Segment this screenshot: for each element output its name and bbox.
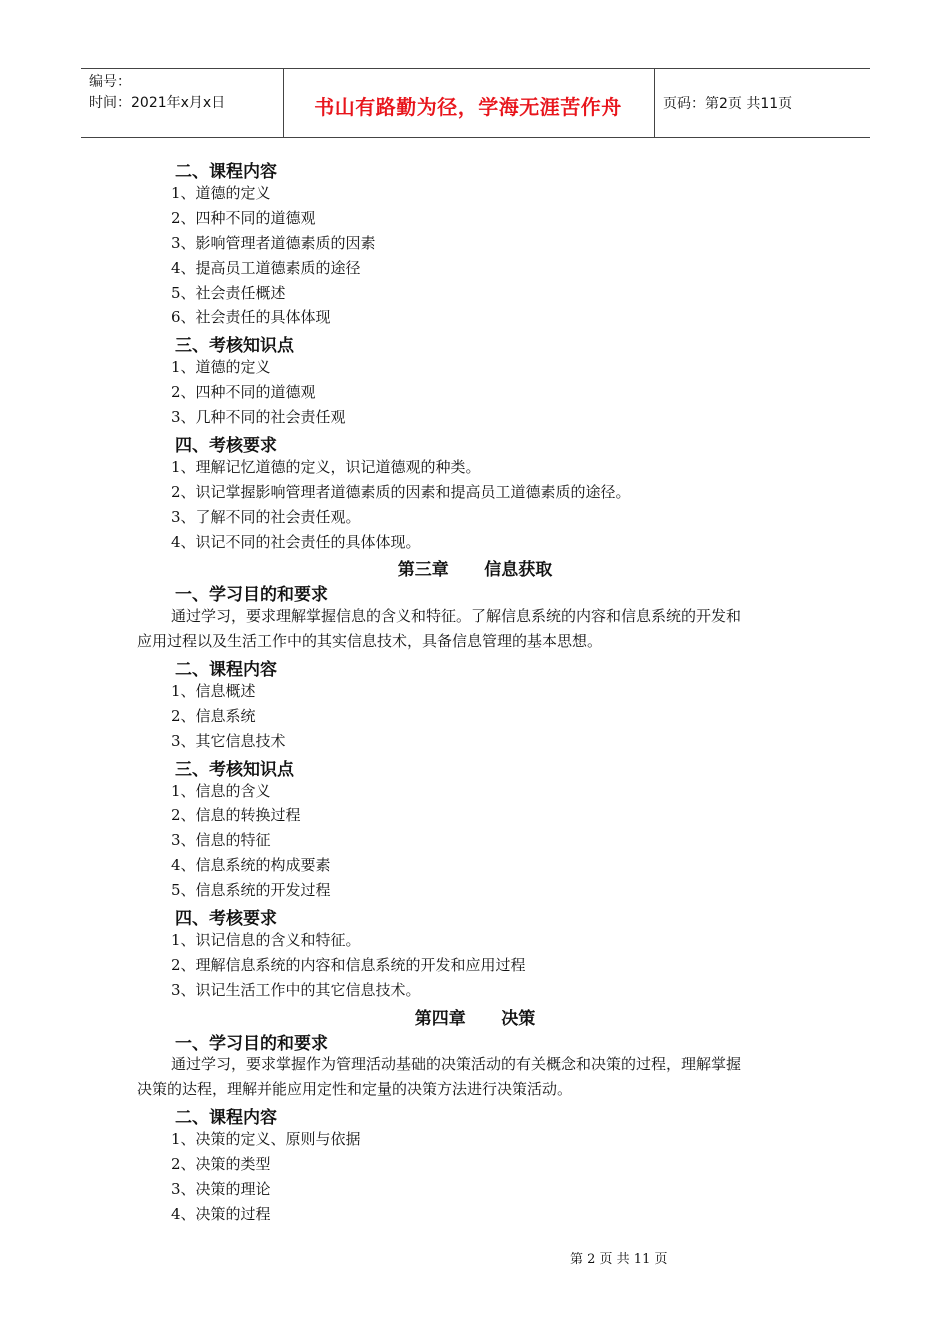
list-item: 2、信息系统 xyxy=(171,706,256,725)
list-item: 4、识记不同的社会责任的具体体现。 xyxy=(171,532,421,551)
section-heading: 四、考核要求 xyxy=(175,435,277,456)
list-item: 1、道德的定义 xyxy=(171,183,271,202)
list-item: 1、理解记忆道德的定义，识记道德观的种类。 xyxy=(171,457,481,476)
list-item: 1、信息概述 xyxy=(171,681,256,700)
list-item: 4、提高员工道德素质的途径 xyxy=(171,258,361,277)
list-item: 1、识记信息的含义和特征。 xyxy=(171,930,361,949)
section-heading: 一、学习目的和要求 xyxy=(175,1033,328,1054)
list-item: 5、社会责任概述 xyxy=(171,283,286,302)
section-heading: 四、考核要求 xyxy=(175,909,277,929)
paragraph-line: 应用过程以及生活工作中的其实信息技术，具备信息管理的基本思想。 xyxy=(137,632,603,651)
doc-date-label: 时间：2021年x月x日 xyxy=(89,95,226,111)
list-item: 3、影响管理者道德素质的因素 xyxy=(171,233,376,252)
page-header xyxy=(81,68,870,138)
section-heading: 三、考核知识点 xyxy=(175,336,294,357)
doc-number-label: 编号： xyxy=(89,74,131,90)
list-item: 1、决策的定义、原则与依据 xyxy=(171,1130,361,1149)
list-item: 2、信息的转换过程 xyxy=(171,806,301,825)
list-item: 3、几种不同的社会责任观 xyxy=(171,408,346,426)
list-item: 4、信息系统的构成要素 xyxy=(171,856,331,875)
list-item: 3、识记生活工作中的其它信息技术。 xyxy=(171,980,421,999)
header-page-info: 页码：第2页 共11页 xyxy=(663,96,793,112)
paragraph-line: 通过学习，要求掌握作为管理活动基础的决策活动的有关概念和决策的过程，理解掌握 xyxy=(171,1055,742,1074)
list-item: 4、决策的过程 xyxy=(171,1204,271,1223)
list-item: 3、了解不同的社会责任观。 xyxy=(171,507,361,526)
chapter-title: 第三章 信息获取 xyxy=(397,560,553,581)
list-item: 1、道德的定义 xyxy=(171,358,271,377)
section-heading: 三、考核知识点 xyxy=(175,759,294,780)
chapter-title: 第四章 决策 xyxy=(414,1008,536,1029)
list-item: 2、四种不同的道德观 xyxy=(171,383,316,402)
section-heading: 一、学习目的和要求 xyxy=(175,585,328,606)
header-motto: 书山有路勤为径，学海无涯苦作舟 xyxy=(314,95,622,119)
header-divider-right xyxy=(654,69,655,137)
header-left-cell xyxy=(89,72,225,114)
list-item: 3、决策的理论 xyxy=(171,1179,271,1198)
list-item: 2、四种不同的道德观 xyxy=(171,208,316,227)
footer-page-number: 第 2 页 共 11 页 xyxy=(570,1252,668,1267)
paragraph-line: 通过学习，要求理解掌握信息的含义和特征。了解信息系统的内容和信息系统的开发和 xyxy=(171,607,742,626)
paragraph-line: 决策的达程，理解并能应用定性和定量的决策方法进行决策活动。 xyxy=(137,1080,573,1099)
list-item: 2、理解信息系统的内容和信息系统的开发和应用过程 xyxy=(171,955,526,974)
list-item: 2、识记掌握影响管理者道德素质的因素和提高员工道德素质的途径。 xyxy=(171,482,631,501)
section-heading: 二、课程内容 xyxy=(175,660,277,680)
list-item: 5、信息系统的开发过程 xyxy=(171,881,331,900)
list-item: 3、信息的特征 xyxy=(171,831,271,850)
list-item: 1、信息的含义 xyxy=(171,781,271,800)
section-heading: 二、课程内容 xyxy=(175,1108,277,1129)
list-item: 2、决策的类型 xyxy=(171,1155,271,1173)
list-item: 6、社会责任的具体体现 xyxy=(171,308,331,327)
section-heading: 二、课程内容 xyxy=(175,162,277,182)
list-item: 3、其它信息技术 xyxy=(171,731,286,750)
